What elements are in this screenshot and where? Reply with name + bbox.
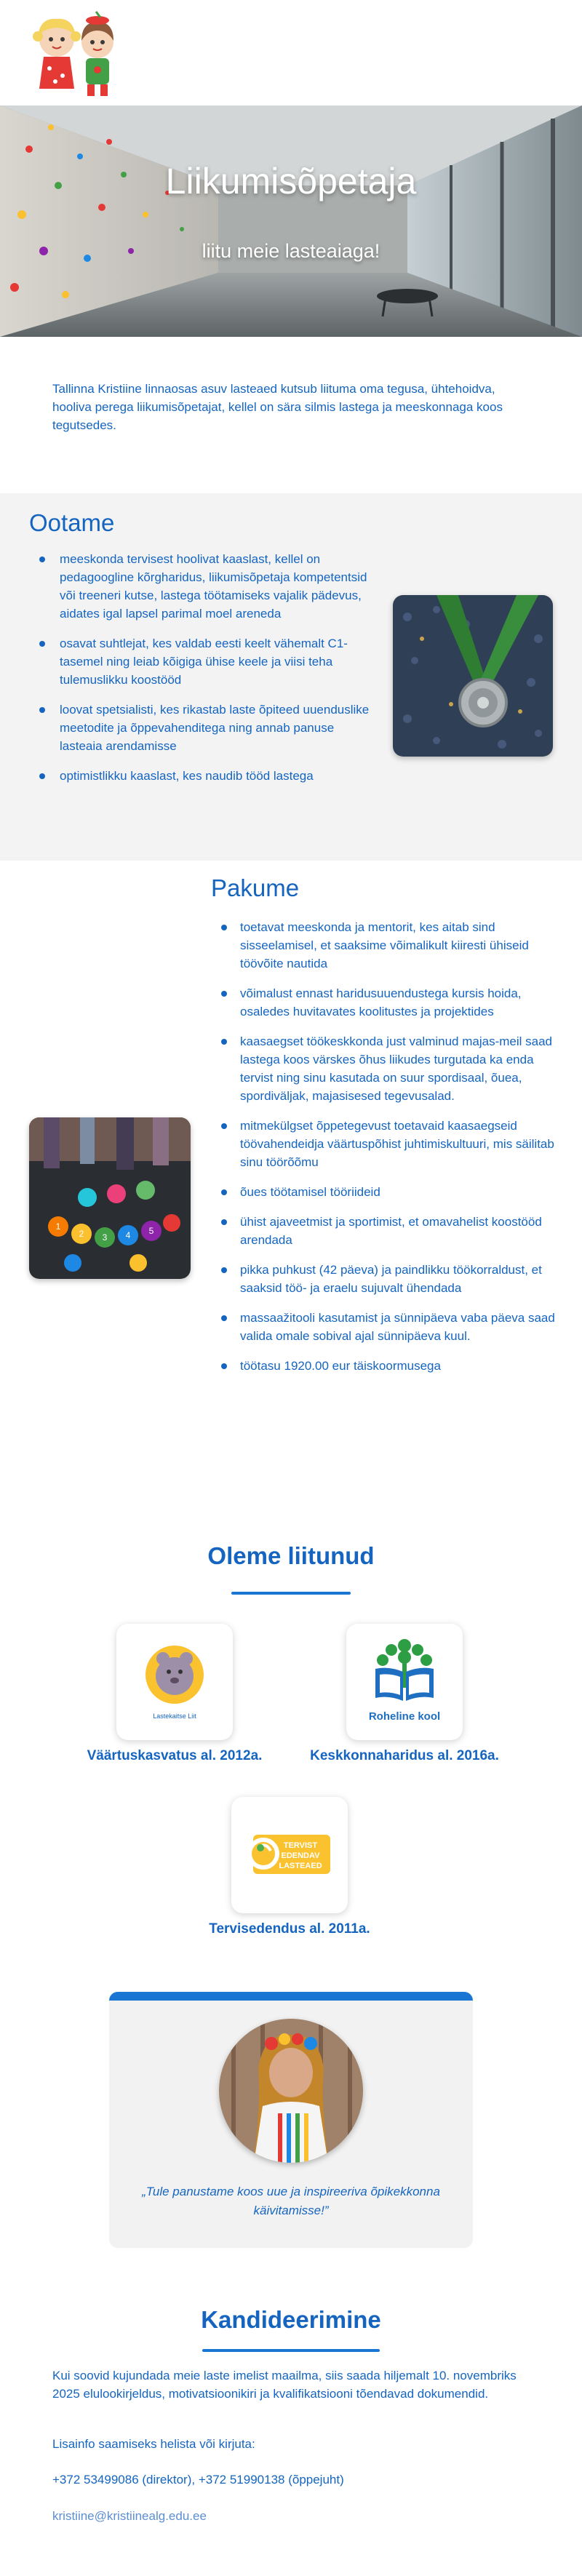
- gym-corridor-photo: [0, 105, 582, 337]
- list-item: kaasaegset töökeskkonda just valminud majas-meil saad lastega koos värskes õhus liikudes turgutada ka enda tervist ning sinu kasutada on suur spordisaal, õueа, spordiväljak, majasisesed tegevusalad.: [211, 1032, 560, 1105]
- list-item: töötasu 1920.00 eur täiskoormusega: [211, 1357, 560, 1375]
- badge-values[interactable]: [116, 1624, 233, 1740]
- svg-text:3: 3: [102, 1232, 108, 1243]
- list-item: pikka puhkust (42 päeva) ja paindlikku töökorraldust, et saaksid töö- ja eraelu sujuvalt ühendada: [211, 1261, 560, 1297]
- title-underline: [202, 2349, 380, 2352]
- card-top-bar: [109, 1992, 473, 2001]
- svg-text:2: 2: [79, 1229, 84, 1239]
- list-item: meeskonda tervisest hoolivat kaaslast, kellel on pedagoogline kõrgharidus, liikumisõpetaja kompetentsid või treeneri kutse, lastega töötamiseks vajalik pädevus, aidates igal lapsel parimal moel areneda: [29, 550, 371, 623]
- contact-phones[interactable]: +372 53499086 (direktor), +372 51990138 (õppejuht): [52, 2473, 344, 2487]
- contact-email-link[interactable]: kristiine@kristiinealg.edu.ee: [52, 2509, 207, 2523]
- svg-text:1: 1: [55, 1221, 61, 1232]
- contact-intro: Lisainfo saamiseks helista või kirjuta:: [52, 2437, 255, 2451]
- list-item: massaažitooli kasutamist ja sünnipäeva vaba päeva saad valida omale sobival ajal sünnipäeva kuul.: [211, 1309, 560, 1345]
- quote-text: „Tule panustame koos uue ja inspireeriva õpikekkonna käivitamisse!”: [142, 2185, 440, 2217]
- list-item: ühist ajaveetmist ja sportimist, et omavahelist koostööd arendada: [211, 1213, 560, 1249]
- health-promoting-logo-icon: [231, 1797, 348, 1913]
- svg-text:4: 4: [125, 1230, 131, 1240]
- list-item: loovat spetsialisti, kes rikastab laste õpiteed uuenduslike meetodite ja õppevahenditega ning annab panuse lasteaia arendamisse: [29, 701, 371, 755]
- medal-photo: [393, 595, 553, 757]
- svg-text:5: 5: [148, 1226, 154, 1236]
- page-subtitle: liitu meie lasteaiaga!: [202, 240, 380, 262]
- svg-text:LASTEAED: LASTEAED: [279, 1862, 322, 1870]
- list-item: õues töötamisel tööriideid: [211, 1183, 560, 1201]
- ootame-title: Ootame: [29, 509, 115, 536]
- kids-playground-photo: [29, 1117, 191, 1279]
- badge-health[interactable]: [231, 1797, 348, 1913]
- ootame-section: [0, 493, 582, 861]
- svg-text:Lastekaitse Liit: Lastekaitse Liit: [153, 1712, 196, 1720]
- svg-text:EDENDAV: EDENDAV: [281, 1851, 320, 1860]
- intro-text: Tallinna Kristiine linnaosas asuv lasteaed kutsub liituma oma tegusa, ühtehoidva, hooliva perega liikumisõpetajat, kellel on sära silmis lastega ja meeskonnaga koos tegutsedes.: [52, 382, 503, 432]
- quote-card: [109, 1992, 473, 2248]
- pakume-title: Pakume: [211, 874, 300, 901]
- page-title: Liikumisõpetaja: [165, 161, 417, 202]
- badge-environment[interactable]: [346, 1624, 463, 1740]
- svg-text:TERVIST: TERVIST: [283, 1841, 318, 1850]
- bear-values-logo-icon: [116, 1624, 233, 1740]
- joined-title: Oleme liitunud: [207, 1542, 375, 1569]
- site-header: [0, 0, 582, 105]
- apply-title: Kandideerimine: [201, 2306, 381, 2333]
- apply-text: Kui soovid kujundada meie laste imelist maailma, siis saada hiljemalt 10. novembriks 2025 elulookirjeldus, motivatsioonikiri ja kvalifikatsiooni tõendavad dokumendid.: [52, 2369, 517, 2401]
- green-school-logo-icon: [346, 1624, 463, 1740]
- ootame-list: [29, 550, 371, 797]
- badge-label: Tervisedendus al. 2011a.: [209, 1921, 370, 1937]
- list-item: mitmekülgset õppetegevust toetavaid kaasaegseid töövahendeidja väärtuspõhist juhtimiskultuuri, mis säilitab sinu töörõõmu: [211, 1117, 560, 1171]
- svg-text:Roheline kool: Roheline kool: [368, 1710, 441, 1723]
- list-item: osavat suhtlejat, kes valdab eesti keelt vähemalt C1-tasemel ning leiab kõigiga ühise keele ja viisi teha tulemuslikku koostööd: [29, 634, 371, 689]
- title-underline: [231, 1592, 351, 1595]
- kindergarten-children-logo-icon[interactable]: [22, 9, 131, 103]
- list-item: võimalust ennast haridusuuendustega kursis hoida, osaledes huvitavates koolitustes ja projektides: [211, 984, 560, 1021]
- pakume-list: [211, 918, 560, 1387]
- badge-label: Väärtuskasvatus al. 2012a.: [87, 1748, 263, 1763]
- list-item: toetavat meeskonda ja mentorit, kes aitab sind sisseelamisel, et saaksime võimalikult kiiresti ühiseid töövõite nautida: [211, 918, 560, 973]
- hero-banner: [0, 105, 582, 337]
- badge-label: Keskkonnaharidus al. 2016a.: [310, 1748, 499, 1763]
- child-portrait-photo: [219, 2019, 363, 2163]
- list-item: optimistlikku kaaslast, kes naudib tööd lastega: [29, 767, 371, 785]
